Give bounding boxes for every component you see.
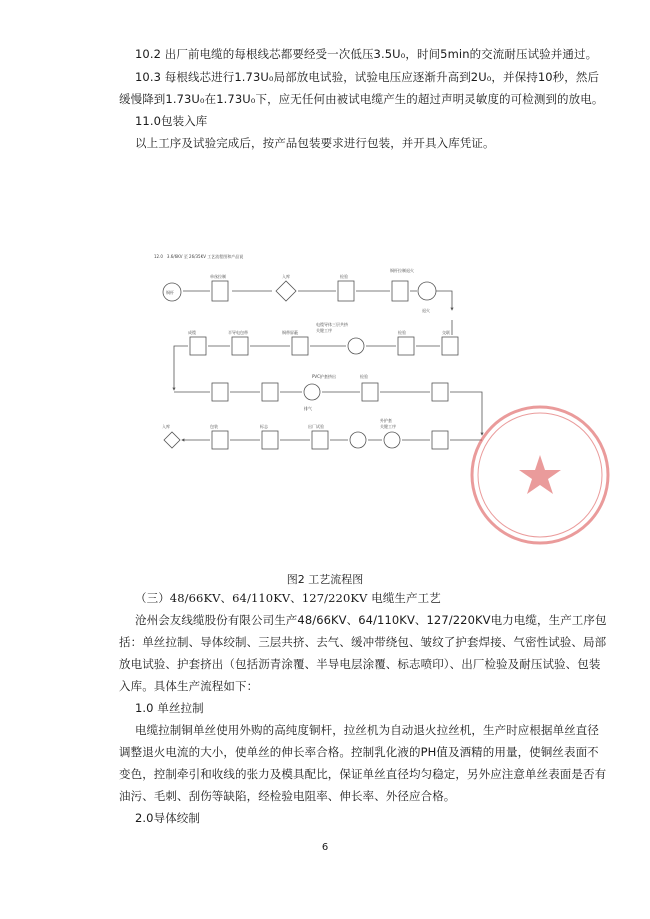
flow-row-4 xyxy=(164,431,482,449)
para-11-body: 以上工序及试验完成后，按产品包装要求进行包装，并开具入库凭证。 xyxy=(135,136,495,150)
figure-header: 12.0 3.6/6KV 至 26/35KV 工艺流程图和产品说 xyxy=(154,254,244,259)
section1-body-line1: 电缆拉制铜单丝使用外购的高纯度铜杆，拉丝机为自动退火拉丝机，生产时应根据单丝直径 xyxy=(135,723,599,737)
process-flow-diagram xyxy=(152,250,502,470)
node-wrap: 成缆 xyxy=(188,330,196,335)
section1-body-line3: 变色，控制牵引和收线的张力及模具配比，保证单丝直径均匀稳定，另外应注意单丝表面是否有 xyxy=(119,767,607,781)
node-test: 出厂试验 xyxy=(308,424,324,429)
node-steel: 铜带屏蔽 xyxy=(282,330,298,335)
node-arrangement: 电缆导体三层共挤 xyxy=(316,322,348,327)
node-check1: 检验 xyxy=(340,274,348,279)
node-mark: 标志 xyxy=(260,424,268,429)
node-cu-rod: 铜杆拉制退火 xyxy=(390,268,414,273)
section1-body-line2: 调整退火电流的大小，使单丝的伸长率合格。控制乳化液的PH值及酒精的用量，使铜丝表面不 xyxy=(119,745,599,759)
figure-caption: 图2 工艺流程图 xyxy=(286,573,364,586)
section3-intro-line2: 括：单丝拉制、导体绞制、三层共挤、去气、缓冲带绕包、皱纹了护套焊接、气密性试验、局部 xyxy=(119,635,607,649)
node-xlpe: 交联 xyxy=(442,330,450,335)
section3-intro-line4: 入库。具体生产流程如下： xyxy=(119,679,259,693)
heading-11: 11.0包装入库 xyxy=(135,114,208,128)
node-pvc: PVC护套挤出 xyxy=(312,374,336,379)
section2-heading: 2.0导体绞制 xyxy=(135,811,200,825)
page-number: 6 xyxy=(321,842,329,853)
section3-heading: （三）48/66KV、64/110KV、127/220KV 电缆生产工艺 xyxy=(135,591,441,605)
node-outer: 外护套 xyxy=(380,418,392,423)
node-cu: 铜杆 xyxy=(166,290,174,295)
section1-heading: 1.0 单丝拉制 xyxy=(135,701,204,715)
node-inspect2: 检验 xyxy=(398,330,406,335)
para-10-3-line2: 缓慢降到1.73U₀在1.73U₀下，应无任何由被试电缆产生的超过声明灵敏度的可检测到的放电。 xyxy=(119,92,604,106)
section1-body-line4: 油污、毛刺、刮伤等缺陷，经检验电阻率、伸长率、外径应合格。 xyxy=(119,789,456,803)
flow-row-3 xyxy=(174,383,482,435)
node-store: 入库 xyxy=(162,424,170,429)
node-gas: 排气 xyxy=(304,406,312,411)
node-key: 关键工序 xyxy=(380,424,396,429)
node-retreat: 退火 xyxy=(422,308,430,313)
company-seal xyxy=(465,400,615,550)
node-semi: 半导电包带 xyxy=(228,330,248,335)
section3-intro-line1: 沧州会友线缆股份有限公司生产48/66KV、64/110KV、127/220KV电力电缆，生产工序包 xyxy=(135,613,607,627)
node-unit: 单丝拉制 xyxy=(210,274,226,279)
section3-intro-line3: 放电试验、护套挤出（包括沥青涂覆、半导电层涂覆、标志喷印）、出厂检验及耐压试验、包装 xyxy=(119,657,601,671)
node-inspect1: 入库 xyxy=(282,274,290,279)
node-pack: 包装 xyxy=(210,424,218,429)
flow-row-1 xyxy=(163,281,452,310)
para-10-2: 10.2 出厂前电缆的每根线芯都要经受一次低压3.5U₀，时间5min的交流耐压试验并通过。 xyxy=(135,47,598,61)
para-10-3-line1: 10.3 每根线芯进行1.73U₀局部放电试验，试验电压应逐渐升高到2U₀，并保持10秒，然后 xyxy=(135,70,600,84)
node-tape-note: 关键工序 xyxy=(316,328,332,333)
node-check2: 检验 xyxy=(360,374,368,379)
